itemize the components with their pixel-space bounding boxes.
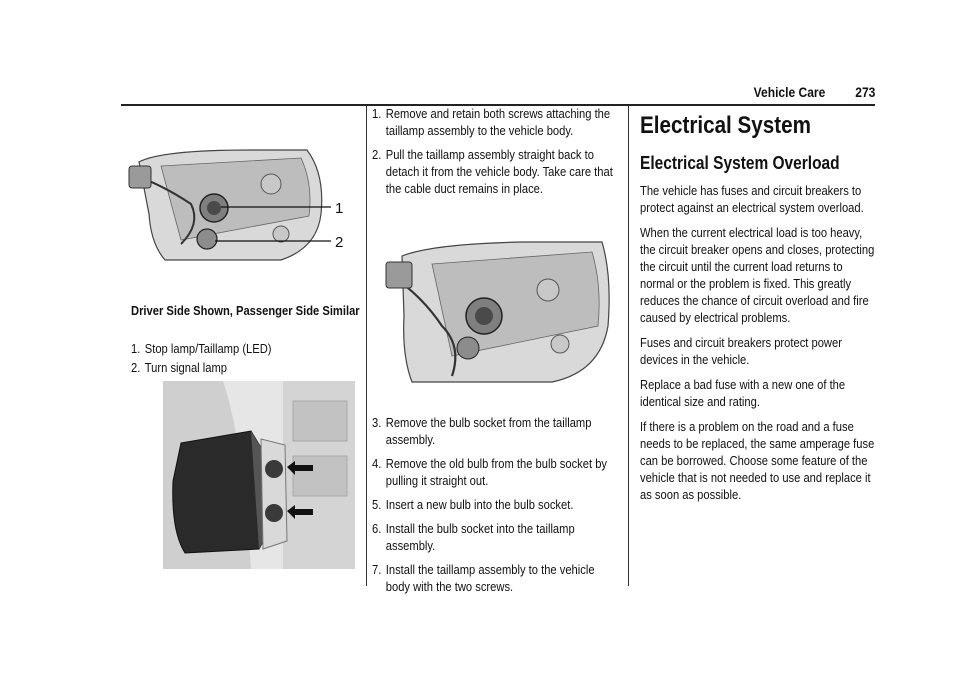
step-item: 6. Install the bulb socket into the taillamp assembly. [372,521,575,553]
bulb-socket-figure [372,236,618,386]
callout-1: 1 [335,200,344,217]
legend-item: 2. Turn signal lamp [131,360,227,375]
callout-2: 2 [335,234,344,251]
paragraph: Replace a bad fuse with a new one of the identical size and rating. [640,377,846,409]
column-divider-left [366,106,367,586]
step-item: 3. Remove the bulb socket from the taillamp assembly. [372,415,592,447]
section-heading: Electrical System [640,112,811,139]
paragraph: If there is a problem on the road and a fuse needs to be replaced, the same amperage fuse can be borrowed. Choose some feature of the vehicle that is not needed to use and replace it as soon as possible. [640,419,875,502]
section-title: Vehicle Care [753,84,825,100]
step-item: 7. Install the taillamp assembly to the vehicle body with the two screws. [372,562,595,594]
procedure-steps-top [372,105,618,204]
column-divider-right [628,106,629,586]
taillamp-back-figure [121,144,357,272]
step-item: 1. Remove and retain both screws attaching the taillamp assembly to the vehicle body. [372,106,611,138]
page-number: 273 [854,84,875,100]
legend-block [131,340,357,378]
paragraph: The vehicle has fuses and circuit breakers to protect against an electrical system overload. [640,183,864,215]
legend-item: 1. Stop lamp/Taillamp (LED) [131,341,272,356]
step-item: 4. Remove the old bulb from the bulb socket by pulling it straight out. [372,456,608,488]
figure-caption: Driver Side Shown, Passenger Side Similar [131,303,360,318]
step-item: 2. Pull the taillamp assembly straight back to detach it from the vehicle body. Take care that the cable duct remains in place. [372,147,613,196]
subsection-heading: Electrical System Overload [640,153,840,173]
taillamp-screws-figure [163,381,355,569]
paragraph: When the current electrical load is too heavy, the circuit breaker opens and closes, protecting the circuit until the current load returns to normal or the problem is fixed. This greatly reduces the chance of circuit overload and fire caused by electrical problems. [640,225,875,325]
step-item: 5. Insert a new bulb into the bulb socket. [372,497,574,512]
paragraph: Fuses and circuit breakers protect power devices in the vehicle. [640,335,842,367]
page-header [121,82,875,106]
electrical-system-section [640,112,876,511]
procedure-steps-bottom [372,414,618,602]
